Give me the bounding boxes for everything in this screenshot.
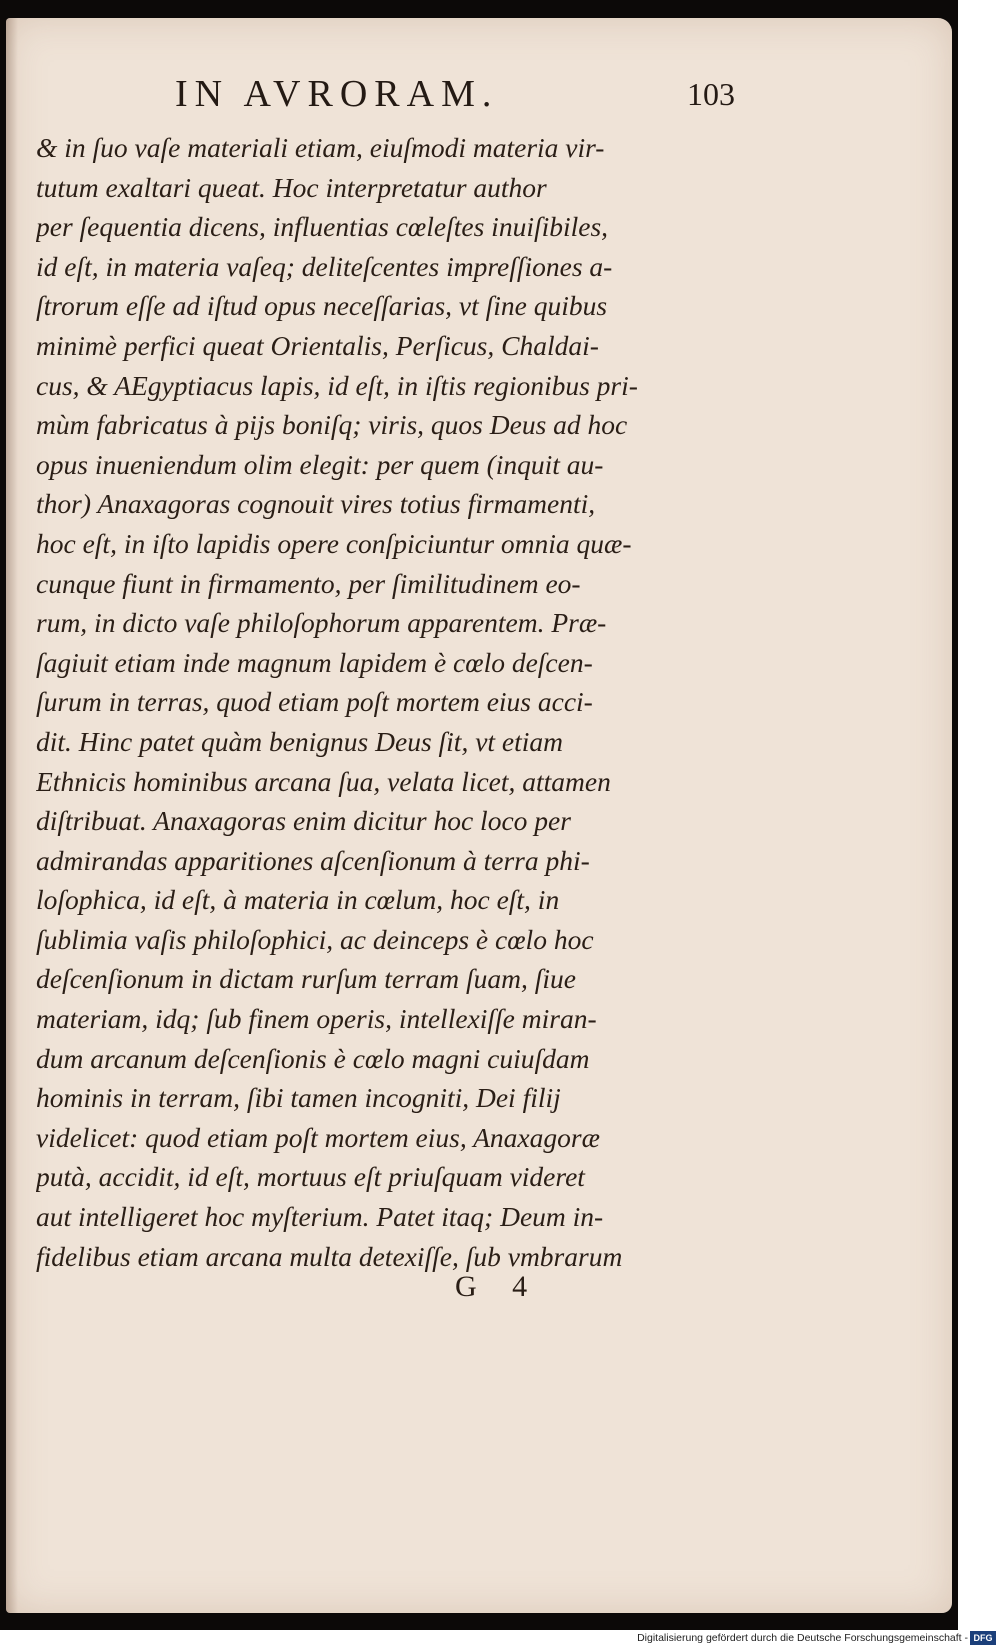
text-line: & in ſuo vaſe materiali etiam, eiuſmodi materia vir- bbox=[36, 132, 605, 163]
text-line: per ſequentia dicens, influentias cœleſtes inuiſibiles, bbox=[36, 211, 609, 243]
text-line: opus inueniendum olim elegit: per quem (inquit au- bbox=[36, 448, 604, 480]
text-line: diſtribuat. Anaxagoras enim dicitur hoc loco per bbox=[36, 805, 571, 837]
text-line: minimè perfici queat Orientalis, Perſicus, Chaldai- bbox=[36, 329, 599, 361]
text-line: ſagiuit etiam inde magnum lapidem è cœlo deſcen- bbox=[36, 646, 593, 678]
page-number: 103 bbox=[687, 76, 735, 112]
running-head bbox=[175, 72, 735, 122]
text-line: materiam, idq; ſub finem operis, intellexiſſe miran- bbox=[36, 1003, 597, 1035]
text-line: id eſt, in materia vaſeq; deliteſcentes impreſſiones a- bbox=[36, 250, 613, 282]
text-line: dum arcanum deſcenſionis è cœlo magni cuiuſdam bbox=[36, 1042, 590, 1074]
text-line: ſublimia vaſis philoſophici, ac deinceps è cœlo hoc bbox=[36, 923, 594, 955]
text-line: ſurum in terras, quod etiam poſt mortem eius acci- bbox=[36, 686, 593, 718]
running-title: IN AVRORAM. bbox=[175, 73, 499, 115]
text-line: putà, accidit, id eſt, mortuus eſt priuſquam videret bbox=[36, 1161, 585, 1193]
digitization-footer bbox=[0, 1630, 1000, 1647]
text-line: rum, in dicto vaſe philoſophorum apparentem. Præ- bbox=[36, 607, 607, 639]
text-line: hominis in terram, ſibi tamen incogniti, Dei filij bbox=[36, 1082, 561, 1114]
text-line: dit. Hinc patet quàm benignus Deus ſit, vt etiam bbox=[36, 725, 564, 757]
footer-credit: Digitalisierung gefördert durch die Deutsche Forschungsgemeinschaft - bbox=[637, 1632, 968, 1644]
page-gutter-shadow bbox=[6, 18, 18, 1613]
text-line: Ethnicis hominibus arcana ſua, velata licet, attamen bbox=[36, 765, 611, 797]
text-line: cus, & AEgyptiacus lapis, id eſt, in iſtis regionibus pri- bbox=[36, 369, 638, 401]
text-line: admirandas apparitiones aſcenſionum à terra phi- bbox=[36, 844, 590, 876]
dfg-logo: DFG bbox=[970, 1631, 996, 1645]
signature-mark: G 4 bbox=[455, 1270, 542, 1303]
text-line: cunque fiunt in firmamento, per ſimilitudinem eo- bbox=[36, 567, 581, 599]
text-line: mùm fabricatus à pijs boniſq; viris, quos Deus ad hoc bbox=[36, 409, 628, 441]
text-line: aut intelligeret hoc myſterium. Patet itaq; Deum in- bbox=[36, 1201, 604, 1233]
text-line: thor) Anaxagoras cognouit vires totius firmamenti, bbox=[36, 488, 596, 520]
body-text bbox=[36, 128, 736, 1276]
text-line: fidelibus etiam arcana multa detexiſſe, ſub vmbrarum bbox=[36, 1240, 623, 1272]
text-line: deſcenſionum in dictam rurſum terram ſuam, ſiue bbox=[36, 963, 577, 995]
text-line: hoc eſt, in iſto lapidis opere conſpiciuntur omnia quæ- bbox=[36, 527, 632, 559]
text-line: loſophica, id eſt, à materia in cœlum, hoc eſt, in bbox=[36, 884, 560, 916]
text-line: tutum exaltari queat. Hoc interpretatur author bbox=[36, 171, 547, 203]
text-line: videlicet: quod etiam poſt mortem eius, Anaxagoræ bbox=[36, 1121, 600, 1153]
text-line: ſtrorum eſſe ad iſtud opus neceſſarias, vt ſine quibus bbox=[36, 290, 608, 322]
